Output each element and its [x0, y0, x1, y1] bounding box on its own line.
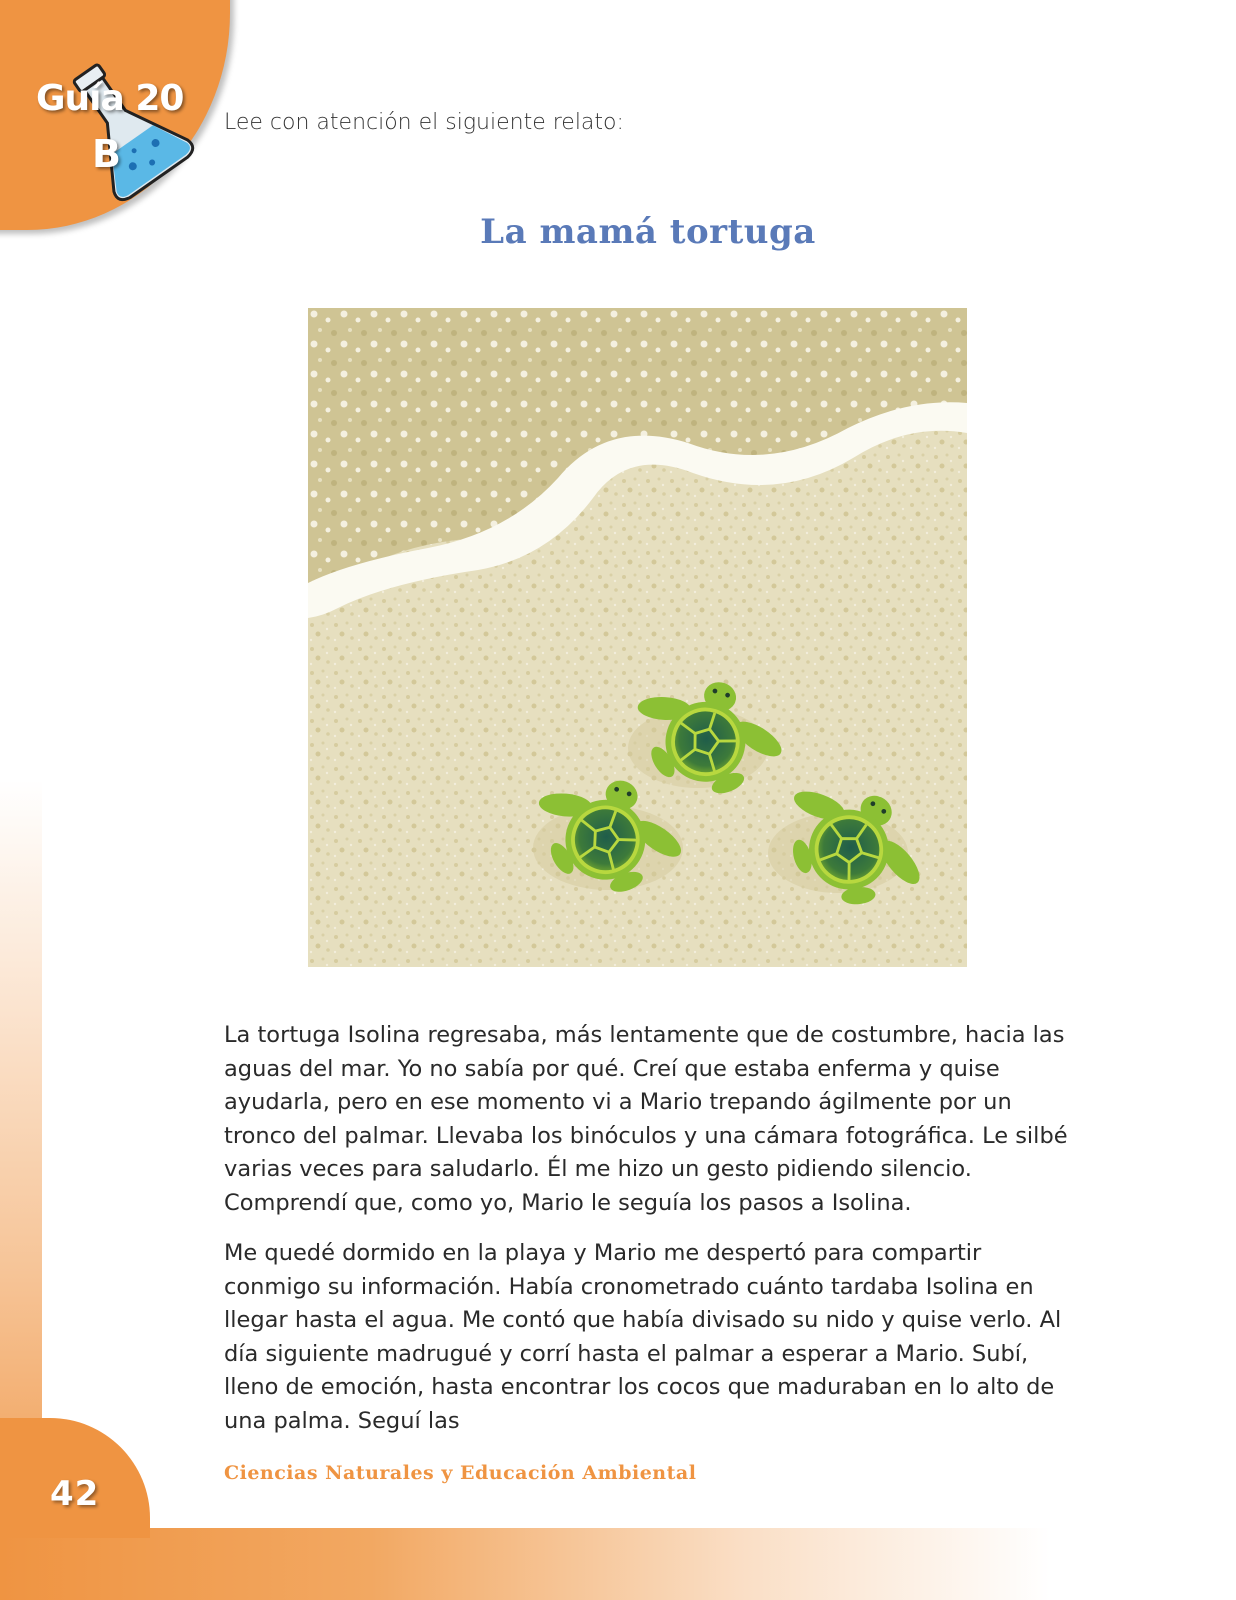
flask-icon [50, 54, 200, 204]
intro-text: Lee con atención el siguiente relato: [224, 110, 624, 135]
guide-label: Guía 20 [36, 78, 184, 119]
story-paragraph-2: Me quedé dormido en la playa y Mario me despertó para compartir conmigo su información. Había cronometrado cuánto tardaba Isolina en llegar hasta el agua. Me contó que había divisado su nido y quise verlo. Al día siguiente madrugué y corrí hasta el palmar a esperar a Mario. Subí, lleno de emoción, hasta encontrar los cocos que maduraban en lo alto de una palma. Seguí las [224, 1240, 1062, 1434]
bottom-decoration [0, 1528, 1236, 1600]
page-title: La mamá tortuga [480, 212, 816, 252]
page-number: 42 [50, 1474, 100, 1514]
guide-letter: B [92, 132, 121, 176]
footer-subject: Ciencias Naturales y Educación Ambiental [224, 1462, 697, 1484]
turtles-illustration [308, 308, 967, 967]
story-paragraph-1: La tortuga Isolina regresaba, más lentamente que de costumbre, hacia las aguas del mar. Yo no sabía por qué. Creí que estaba enferma y quise ayudarla, pero en ese momento vi a Mario trepando ágilmente por un tronco del palmar. Llevaba los binóculos y una cámara fotográfica. Le silbé varias veces para saludarlo. Él me hizo un gesto pidiendo silencio. Comprendí que, como yo, Mario le seguía los pasos a Isolina. [224, 1022, 1068, 1216]
